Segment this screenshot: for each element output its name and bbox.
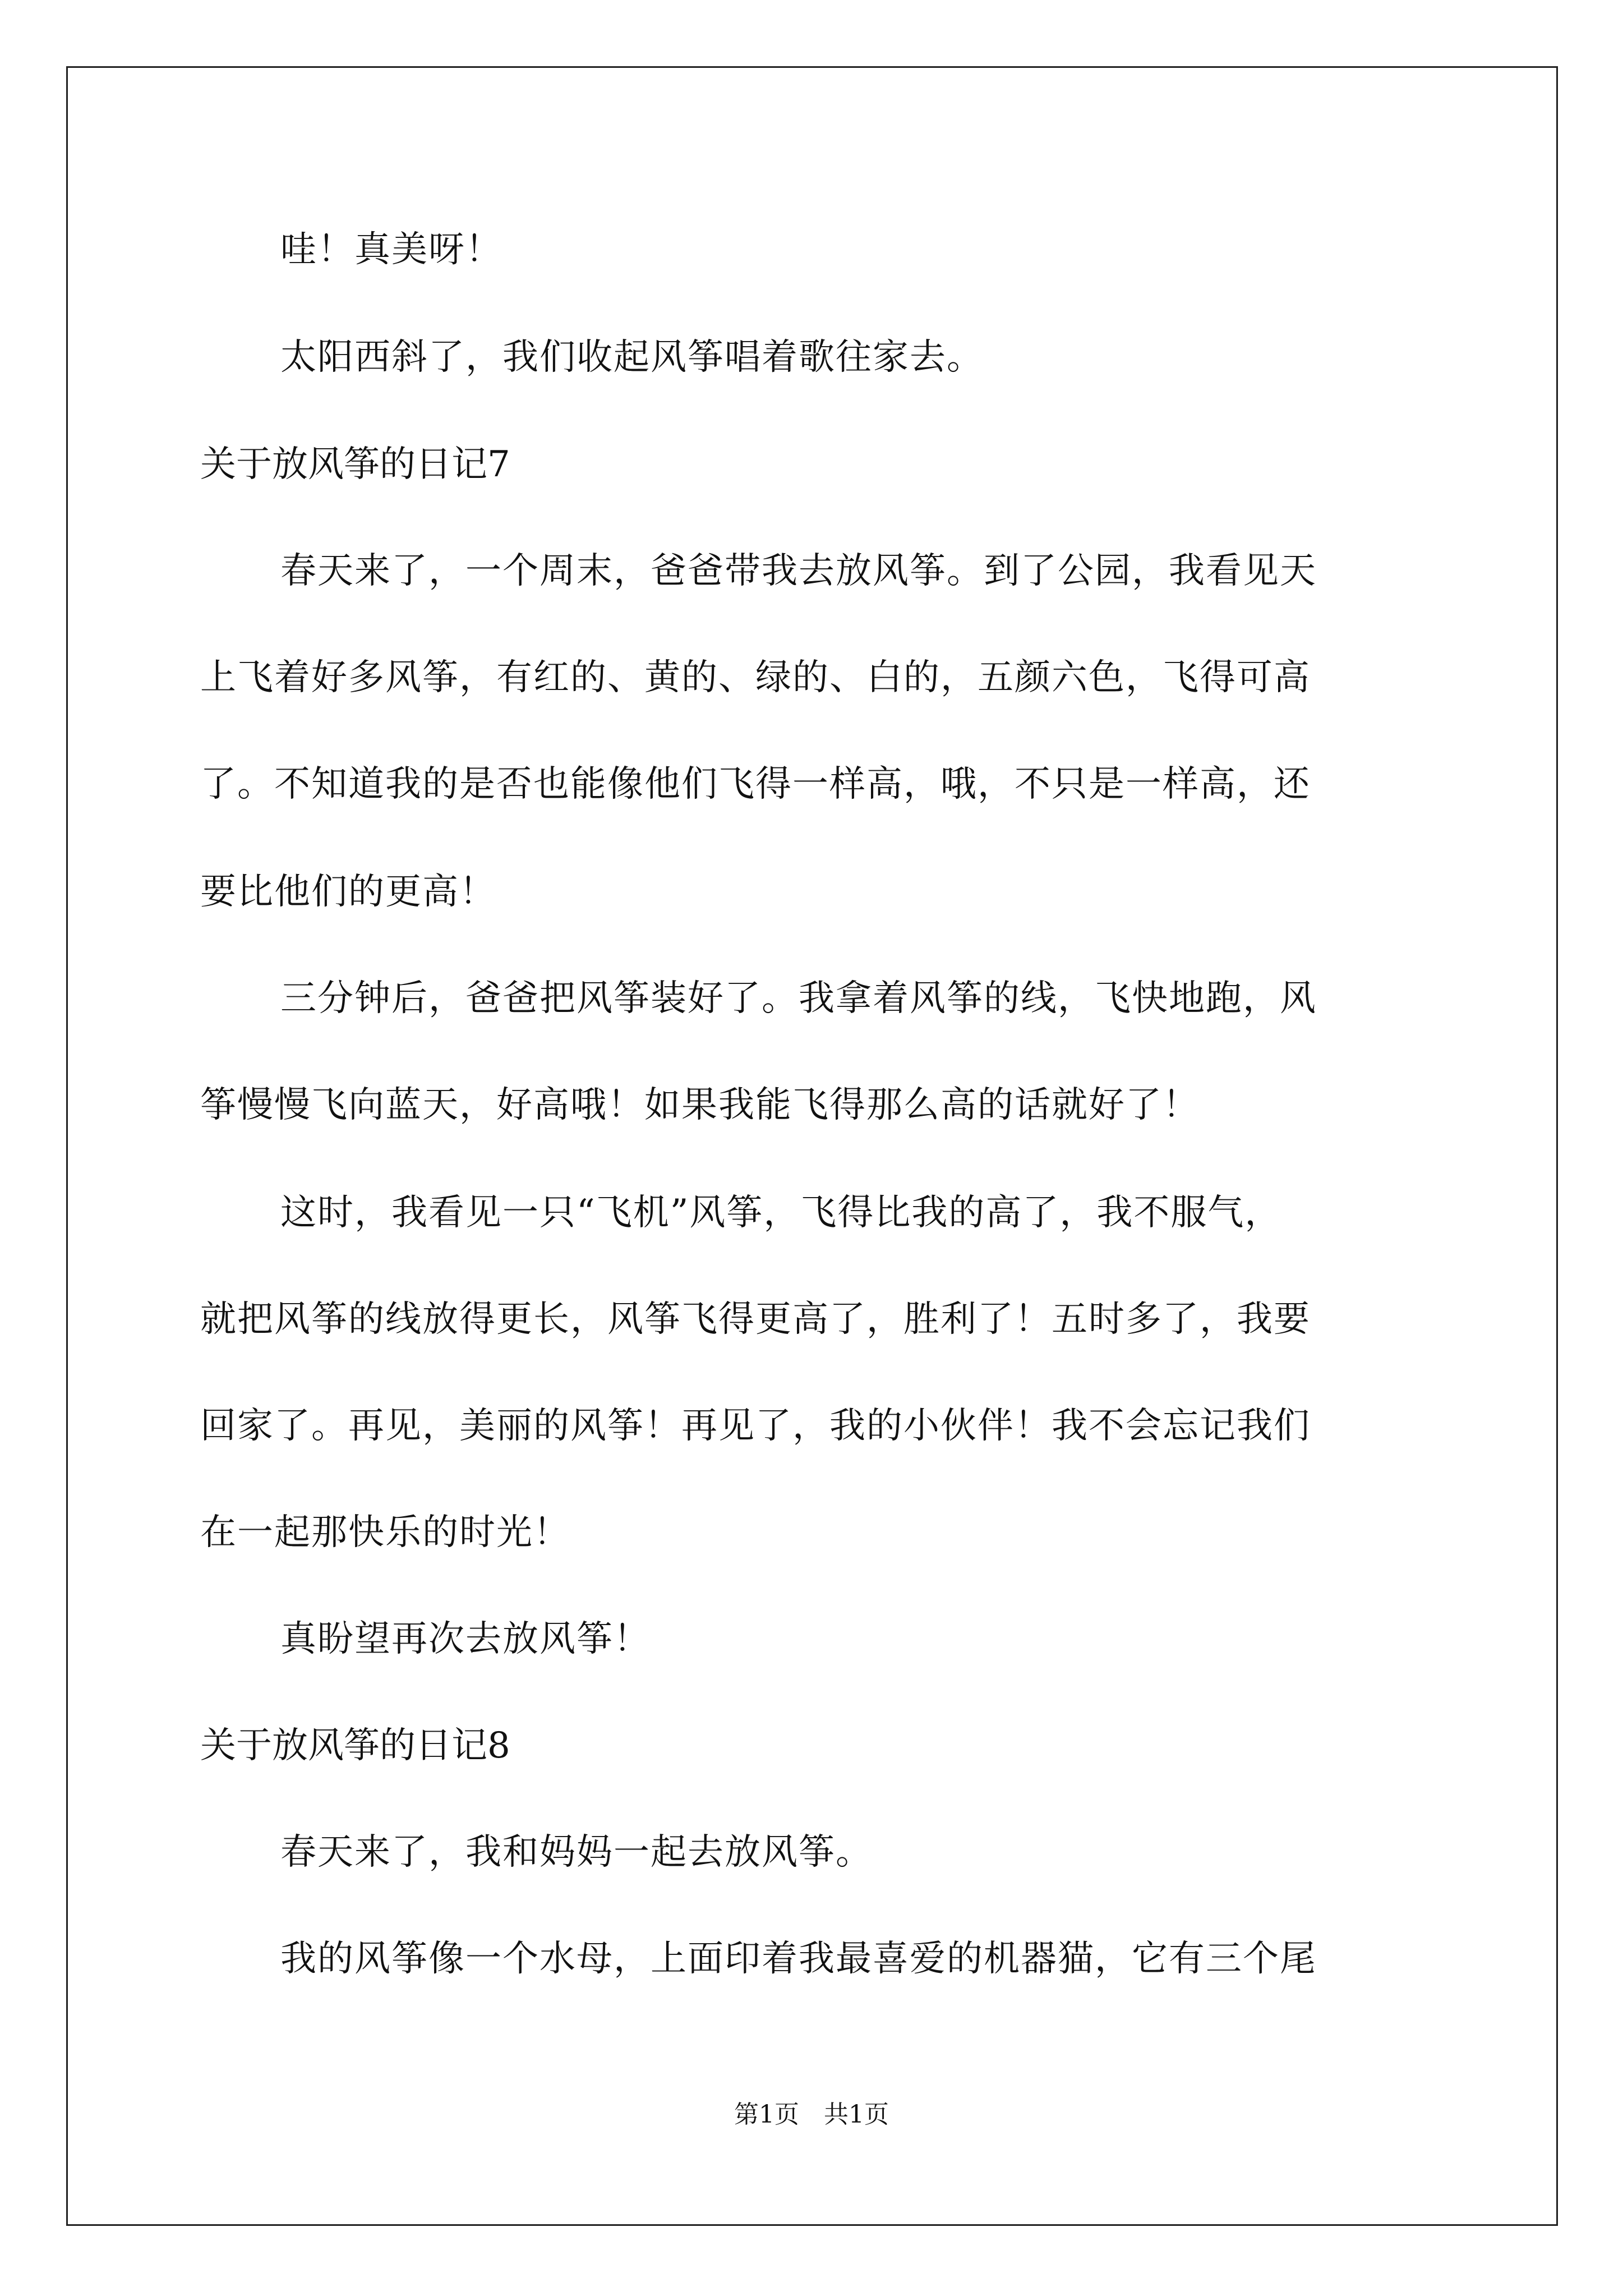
paragraph-line: 我的风筝像一个水母，上面印着我最喜爱的机器猫，它有三个尾 <box>280 1938 1317 1980</box>
paragraph-line: 就把风筝的线放得更长，风筝飞得更高了，胜利了！五时多了，我要 <box>200 1299 1311 1340</box>
paragraph-line: 上飞着好多风筝，有红的、黄的、绿的、白的，五颜六色，飞得可高 <box>200 657 1311 698</box>
paragraph-line: 回家了。再见，美丽的风筝！再见了，我的小伙伴！我不会忘记我们 <box>200 1405 1311 1447</box>
section-heading: 关于放风筝的日记8 <box>200 1725 510 1766</box>
paragraph-line: 这时，我看见一只“飞机”风筝，飞得比我的高了，我不服气， <box>280 1192 1282 1234</box>
paragraph-line: 三分钟后，爸爸把风筝装好了。我拿着风筝的线，飞快地跑，风 <box>280 978 1317 1019</box>
page-footer: 第1页 共1页 <box>734 2100 889 2129</box>
paragraph-line: 在一起那快乐的时光！ <box>200 1512 570 1553</box>
paragraph-line: 了。不知道我的是否也能像他们飞得一样高，哦，不只是一样高，还 <box>200 763 1311 805</box>
paragraph-line: 春天来了，一个周末，爸爸带我去放风筝。到了公园，我看见天 <box>280 550 1317 592</box>
section-heading: 关于放风筝的日记7 <box>200 444 510 485</box>
paragraph-line: 太阳西斜了，我们收起风筝唱着歌往家去。 <box>280 337 984 378</box>
paragraph-line: 真盼望再次去放风筝！ <box>280 1618 651 1660</box>
paragraph-line: 筝慢慢飞向蓝天，好高哦！如果我能飞得那么高的话就好了！ <box>200 1084 1200 1126</box>
paragraph-line: 哇！真美呀！ <box>280 229 502 270</box>
page-border <box>66 66 1558 2226</box>
paragraph-line: 要比他们的更高！ <box>200 871 496 913</box>
paragraph-line: 春天来了，我和妈妈一起去放风筝。 <box>280 1832 873 1873</box>
